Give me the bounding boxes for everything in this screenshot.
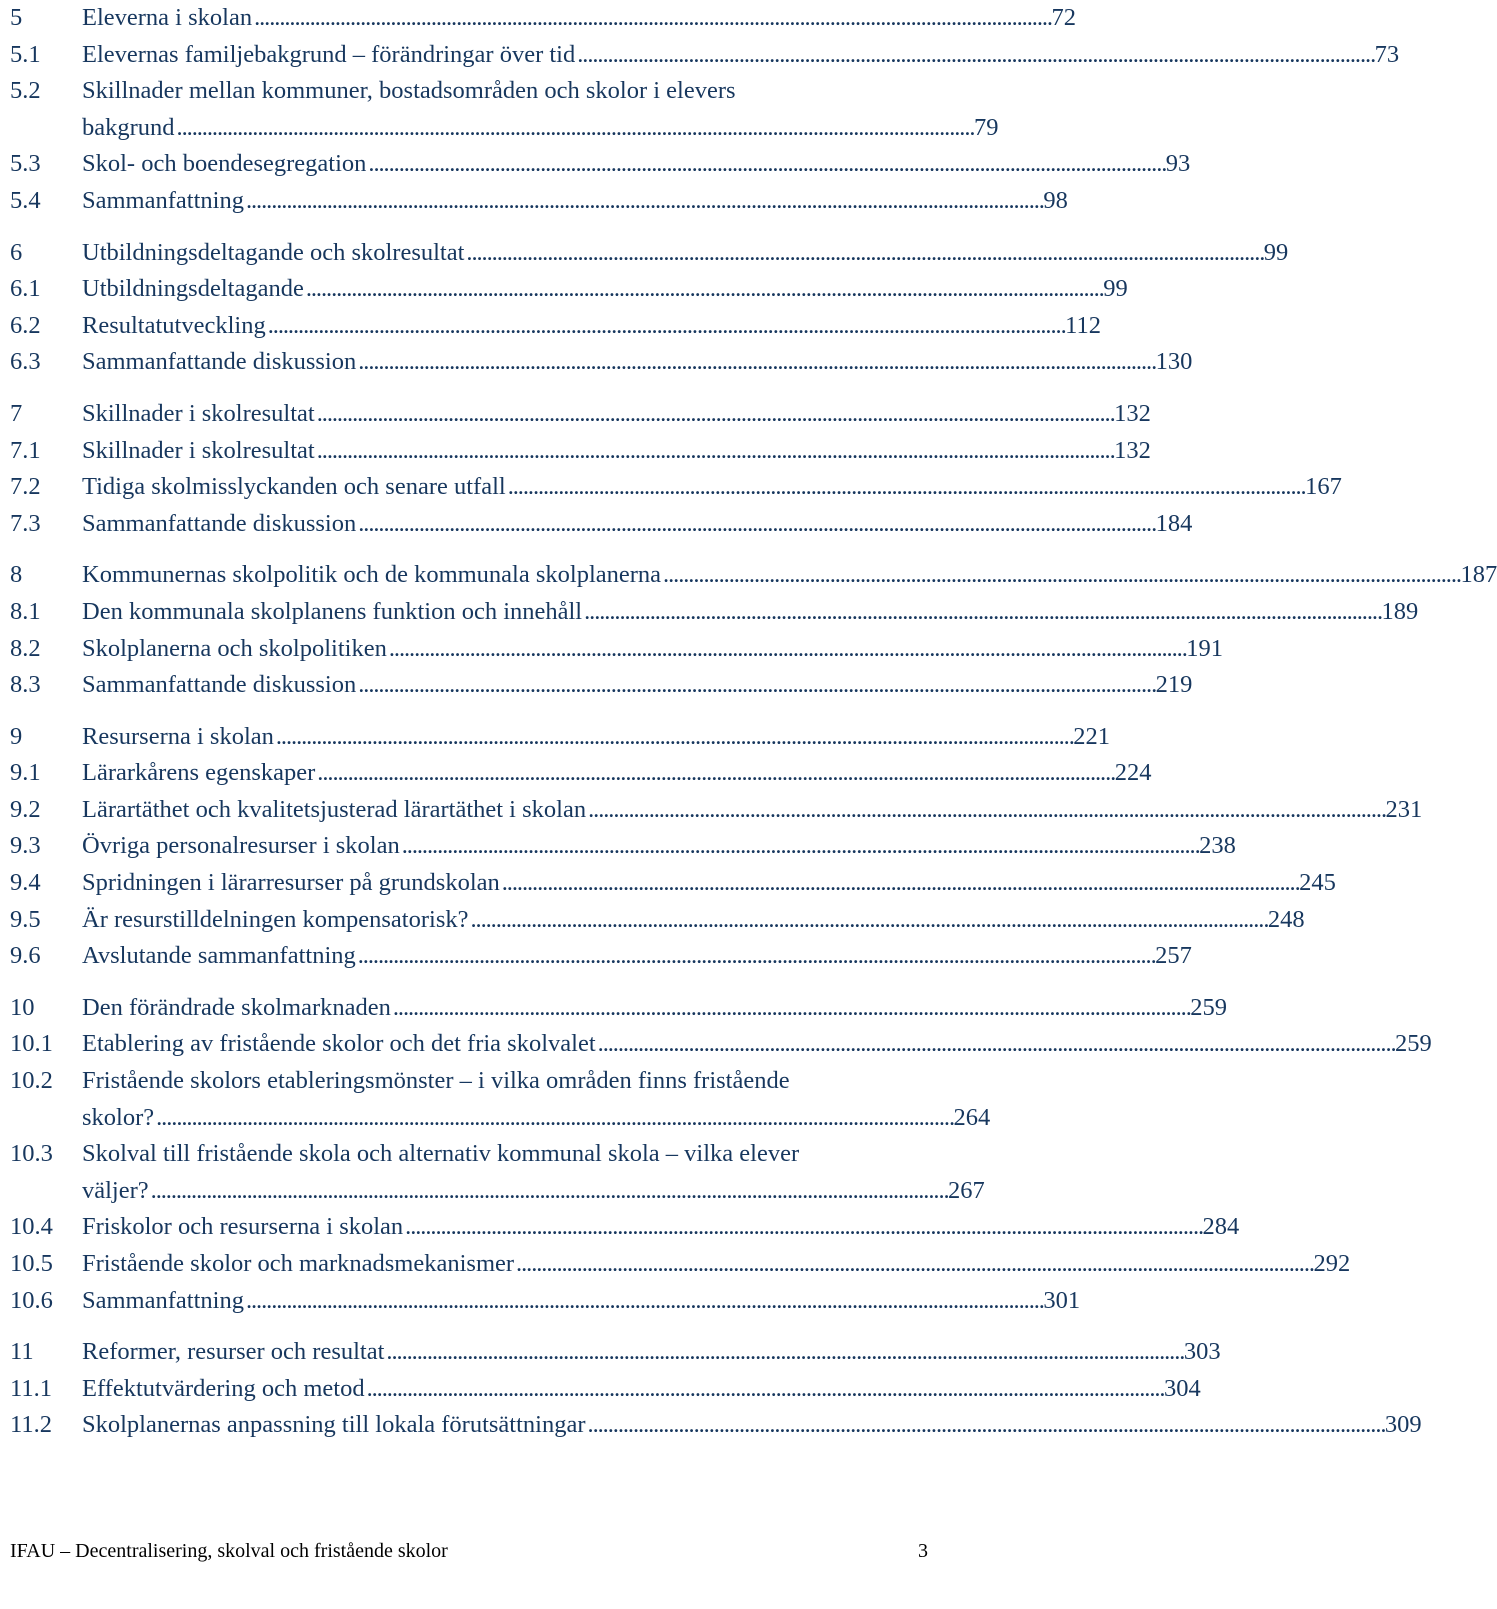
toc-dot-leader [466,235,1261,272]
toc-entry[interactable] [10,719,1111,756]
toc-entry-page-number: 98 [1043,186,1068,214]
toc-dot-leader [367,1371,1162,1408]
toc-entry-page-number: 304 [1163,1374,1201,1402]
toc-entry-page-number: 219 [1155,671,1193,699]
toc-entry[interactable] [10,1136,985,1209]
toc-entry-number: 9.4 [10,869,41,897]
toc-dot-leader [246,1283,1041,1320]
toc-entry-page-number: 238 [1199,832,1236,860]
toc-entry-title: Avslutande sammanfattning [82,942,356,970]
toc-entry-page-number: 99 [1103,275,1128,303]
toc-entry-number: 9.5 [10,905,41,933]
toc-entry-page-number: 301 [1043,1286,1081,1314]
toc-entry-title: Skillnader i skolresultat [82,399,315,427]
toc-entry-title: Lärarkårens egenskaper [82,759,316,787]
toc-entry-title: Lärartäthet och kvalitetsjusterad lärartäthet i skolan [82,795,587,823]
toc-entry-page-number: 267 [948,1176,985,1204]
toc-entry-number: 8.2 [10,634,41,662]
toc-dot-leader [577,37,1372,74]
toc-entry-title: Sammanfattande diskussion [82,671,357,699]
toc-dot-leader [393,990,1188,1027]
toc-entry-title: Skillnader i skolresultat [82,436,315,464]
toc-dot-leader [402,828,1197,865]
toc-entry-number: 11.2 [10,1411,52,1439]
toc-entry[interactable] [10,0,1076,37]
toc-entry-title: Resultatutveckling [82,311,266,339]
toc-entry-number: 6.1 [10,275,41,303]
toc-entry-page-number: 130 [1155,348,1193,376]
toc-dot-leader [516,1246,1311,1283]
toc-entry-number: 9.6 [10,942,41,970]
toc-entry-title: Skillnader mellan kommuner, bostadsområden och skolor i elevers [82,77,736,105]
toc-dot-leader [588,1407,1383,1444]
toc-entry[interactable] [10,990,1227,1027]
toc-entry[interactable] [10,938,1192,975]
toc-entry-title-continued: skolor? [82,1103,155,1131]
toc-entry-page-number: 189 [1381,597,1419,625]
toc-entry-number: 8 [10,561,23,589]
toc-entry-page-number: 132 [1114,436,1151,464]
toc-entry-page-number: 72 [1051,4,1076,31]
toc-dot-leader [358,344,1153,381]
toc-entry[interactable] [10,1026,1432,1063]
toc-dot-leader [358,938,1153,975]
toc-entry[interactable] [10,469,1342,506]
toc-dot-leader [156,1100,951,1137]
toc-entry-page-number: 112 [1065,311,1101,339]
toc-entry-title: Fristående skolor och marknadsmekanismer [82,1250,515,1277]
toc-entry-title: Sammanfattning [82,1286,244,1314]
toc-entry-page-number: 259 [1190,993,1227,1021]
toc-entry-page-number: 187 [1460,561,1497,589]
toc-dot-leader [276,719,1071,756]
toc-entry-page-number: 191 [1186,634,1223,662]
toc-entry-number: 6 [10,238,23,266]
toc-entry[interactable] [10,1063,991,1136]
toc-dot-leader [508,469,1303,506]
toc-entry-number: 10.6 [10,1286,53,1314]
toc-entry-title: Är resurstilldelningen kompensatorisk? [82,905,469,933]
toc-chapter-group [10,235,1289,381]
toc-entry[interactable] [10,1246,1351,1283]
toc-entry[interactable] [10,271,1128,308]
toc-entry-number: 7 [10,399,23,427]
toc-entry-page-number: 132 [1114,399,1151,427]
toc-entry-title: Skolplanernas anpassning till lokala förutsättningar [82,1411,586,1439]
toc-dot-leader [386,1334,1181,1371]
toc-entry[interactable] [10,1371,1201,1408]
toc-entry[interactable] [10,631,1223,668]
toc-entry-number: 5 [10,4,23,31]
toc-entry[interactable] [10,755,1152,792]
toc-dot-leader [254,0,1049,37]
toc-entry-page-number: 303 [1183,1338,1221,1366]
table-of-contents [10,0,1497,1459]
toc-entry[interactable] [10,865,1336,902]
toc-entry-title: Etablering av fristående skolor och det fria skolvalet [82,1030,596,1058]
toc-entry-title: Reformer, resurser och resultat [82,1338,385,1366]
toc-entry-number: 5.3 [10,150,41,178]
toc-entry-number: 6.3 [10,348,41,376]
toc-chapter-group [10,719,1423,975]
toc-dot-leader [588,792,1383,829]
toc-dot-leader [502,865,1297,902]
toc-dot-leader [151,1173,946,1210]
toc-entry-number: 6.2 [10,311,41,339]
toc-entry-title: Den kommunala skolplanens funktion och innehåll [82,597,583,625]
toc-entry-number: 10.3 [10,1140,53,1168]
toc-entry-title: Den förändrade skolmarknaden [82,993,391,1021]
footer-title: IFAU – Decentralisering, skolval och fristående skolor [10,1540,448,1562]
toc-dot-leader [405,1209,1200,1246]
toc-entry-title: Resurserna i skolan [82,722,274,750]
toc-entry-page-number: 292 [1313,1250,1351,1277]
toc-dot-leader [177,110,972,147]
toc-entry-title: Sammanfattning [82,186,244,214]
toc-entry-number: 10.4 [10,1213,53,1241]
toc-entry[interactable] [10,557,1497,594]
toc-entry[interactable] [10,828,1236,865]
toc-entry-title: Sammanfattande diskussion [82,509,357,537]
toc-entry[interactable] [10,1407,1422,1444]
toc-entry-title: Eleverna i skolan [82,4,253,31]
toc-entry-number: 9.3 [10,832,41,860]
toc-entry-title: Fristående skolors etableringsmönster – i vilka områden finns fristående [82,1067,790,1095]
toc-entry-page-number: 257 [1155,942,1192,970]
toc-entry-page-number: 224 [1114,759,1152,787]
toc-entry-number: 5.2 [10,77,41,105]
toc-entry-title-continued: väljer? [82,1176,149,1204]
page-footer [10,1540,928,1563]
toc-dot-leader [268,308,1063,345]
toc-dot-leader [663,557,1458,594]
toc-entry-title: Skolval till fristående skola och alternativ kommunal skola – vilka elever [82,1140,800,1168]
toc-entry[interactable] [10,344,1193,381]
toc-entry-title: Friskolor och resurserna i skolan [82,1213,404,1241]
toc-entry-page-number: 93 [1165,150,1191,178]
toc-entry-title-continued: bakgrund [82,113,175,141]
toc-entry-number: 11 [10,1338,34,1366]
toc-dot-leader [389,631,1184,668]
toc-entry[interactable] [10,235,1289,272]
toc-entry-title: Skolplanerna och skolpolitiken [82,634,387,662]
toc-entry-title: Sammanfattande diskussion [82,348,357,376]
toc-entry-number: 9 [10,722,23,750]
toc-entry[interactable] [10,506,1193,543]
toc-entry-page-number: 167 [1305,473,1342,501]
toc-entry-number: 7.1 [10,436,41,464]
toc-entry-number: 5.1 [10,40,41,68]
toc-entry-number: 10.2 [10,1067,53,1095]
toc-entry[interactable] [10,1334,1221,1371]
toc-entry-number: 10.5 [10,1250,53,1277]
toc-entry-title: Skol- och boendesegregation [82,150,367,178]
toc-entry-number: 9.2 [10,795,41,823]
toc-dot-leader [317,755,1112,792]
toc-entry-page-number: 245 [1299,869,1336,897]
toc-entry-number: 10.1 [10,1030,53,1058]
toc-entry-page-number: 264 [953,1103,991,1131]
toc-entry-number: 7.3 [10,509,41,537]
toc-entry-title: Kommunernas skolpolitik och de kommunala skolplanerna [82,561,662,589]
toc-dot-leader [358,667,1153,704]
toc-entry[interactable] [10,667,1193,704]
toc-entry-page-number: 309 [1384,1411,1422,1439]
toc-entry-page-number: 221 [1073,722,1111,750]
toc-entry-number: 7.2 [10,473,41,501]
toc-dot-leader [358,506,1153,543]
toc-chapter-group [10,396,1342,542]
toc-entry-number: 5.4 [10,186,41,214]
toc-dot-leader [317,433,1112,470]
toc-dot-leader [246,183,1041,220]
toc-dot-leader [584,594,1379,631]
toc-entry-title: Övriga personalresurser i skolan [82,832,400,860]
toc-chapter-group [10,557,1497,703]
toc-entry-title: Tidiga skolmisslyckanden och senare utfall [82,473,506,501]
toc-entry[interactable] [10,433,1151,470]
toc-entry-page-number: 99 [1263,238,1289,266]
toc-entry[interactable] [10,1283,1081,1320]
toc-entry[interactable] [10,146,1191,183]
toc-dot-leader [368,146,1163,183]
toc-chapter-group [10,0,1400,220]
toc-entry-number: 8.1 [10,597,41,625]
toc-entry-page-number: 184 [1155,509,1193,537]
toc-dot-leader [598,1026,1393,1063]
toc-entry-title: Utbildningsdeltagande [82,275,304,303]
toc-entry-title: Utbildningsdeltagande och skolresultat [82,238,465,266]
toc-entry-number: 10 [10,993,35,1021]
toc-entry-number: 11.1 [10,1374,52,1402]
toc-entry-title: Effektutvärdering och metod [82,1374,365,1402]
toc-chapter-group [10,1334,1422,1444]
toc-entry[interactable] [10,73,999,146]
toc-entry[interactable] [10,183,1068,220]
toc-dot-leader [306,271,1101,308]
toc-entry-number: 9.1 [10,759,41,787]
toc-entry[interactable] [10,792,1423,829]
toc-entry[interactable] [10,1209,1240,1246]
toc-entry-page-number: 73 [1374,40,1400,68]
toc-dot-leader [470,902,1265,939]
toc-entry-page-number: 79 [973,113,999,141]
toc-entry-title: Elevernas familjebakgrund – förändringar över tid [82,40,576,68]
toc-entry[interactable] [10,308,1101,345]
toc-entry[interactable] [10,594,1419,631]
toc-entry-page-number: 259 [1395,1030,1432,1058]
toc-entry-number: 8.3 [10,671,41,699]
toc-entry-page-number: 284 [1202,1213,1240,1241]
toc-chapter-group [10,990,1432,1319]
toc-entry[interactable] [10,396,1151,433]
toc-entry-page-number: 231 [1385,795,1423,823]
toc-entry[interactable] [10,37,1400,74]
toc-entry[interactable] [10,902,1305,939]
footer-page-number: 3 [918,1540,928,1562]
toc-entry-page-number: 248 [1267,905,1305,933]
toc-entry-title: Spridningen i lärarresurser på grundskolan [82,869,500,897]
toc-dot-leader [317,396,1112,433]
